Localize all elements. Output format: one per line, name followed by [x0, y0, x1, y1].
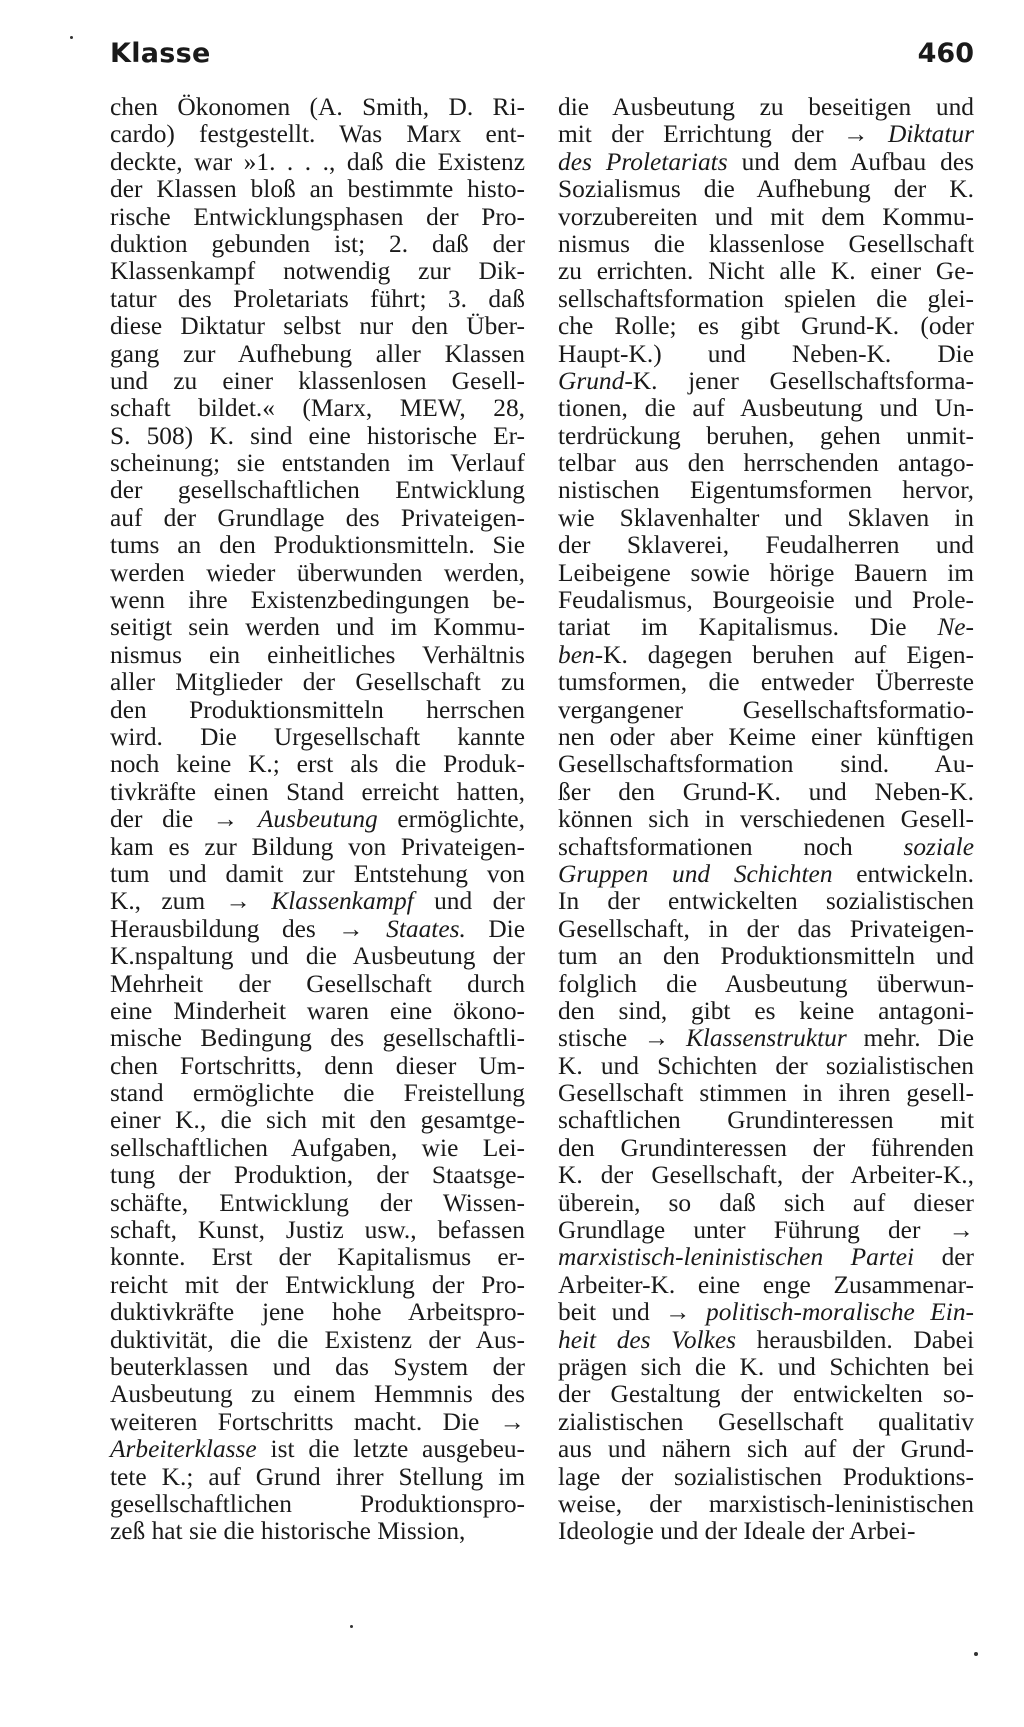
text-line: gesellschaftlichen Produktionspro- [110, 1489, 525, 1518]
text-line: Ausbeutung zu einem Hemmnis des [110, 1380, 525, 1409]
text-line: gang zur Aufhebung aller Klassen [110, 339, 525, 368]
text-line: Gruppen und Schichten entwickeln. [558, 859, 975, 888]
print-speck [350, 1625, 353, 1628]
text-line: folglich die Ausbeutung überwun- [558, 969, 974, 998]
text-line: weiteren Fortschritts macht. Die → [110, 1407, 525, 1436]
text-line: vorzubereiten und mit dem Kommu- [558, 202, 974, 231]
text-line: Leibeigene sowie hörige Bauern im [558, 558, 974, 587]
text-line: mische Bedingung des gesellschaftli- [110, 1024, 525, 1053]
text-line: schaft bildet.« (Marx, MEW, 28, [110, 394, 525, 423]
text-line: duktivkräfte jene hohe Arbeitspro- [110, 1298, 525, 1327]
page-header [110, 38, 974, 78]
print-speck [70, 36, 73, 39]
text-line: wie Sklavenhalter und Sklaven in [558, 503, 974, 532]
text-line: der die → Ausbeutung ermöglichte, [110, 805, 525, 834]
text-line: Gesellschaft, in der das Privateigen- [558, 914, 974, 943]
text-line: schaftsformationen noch soziale [558, 832, 974, 861]
text-line: können sich in verschiedenen Gesell- [558, 805, 974, 834]
text-line: cardo) festgestellt. Was Marx ent- [110, 120, 525, 149]
text-line: beit und → politisch-moralische Ein- [558, 1298, 974, 1327]
text-line: reicht mit der Entwicklung der Pro- [110, 1270, 525, 1299]
text-line: aus und nähern sich auf der Grund- [558, 1435, 974, 1464]
text-line: ßer den Grund-K. und Neben-K. [558, 777, 974, 806]
text-line: den Produktionsmitteln herrschen [110, 695, 525, 724]
text-line: seitigt sein werden und im Kommu- [110, 613, 525, 642]
text-line: chen Ökonomen (A. Smith, D. Ri- [110, 93, 525, 121]
text-line: diese Diktatur selbst nur den Über- [110, 312, 525, 341]
text-line: Grund-K. jener Gesellschaftsforma- [558, 366, 974, 395]
text-line: tariat im Kapitalismus. Die Ne- [558, 613, 974, 642]
entry-title: Klasse [110, 38, 211, 69]
text-line: der Gestaltung der entwickelten so- [558, 1380, 974, 1409]
print-speck [974, 1652, 978, 1656]
text-line: che Rolle; es gibt Grund-K. (oder [558, 312, 974, 341]
text-line: Mehrheit der Gesellschaft durch [110, 969, 525, 998]
text-line: beuterklassen und das System der [110, 1352, 525, 1381]
text-line: nistischen Eigentumsformen hervor, [558, 476, 974, 505]
text-line: aller Mitglieder der Gesellschaft zu [110, 668, 525, 697]
text-line: des Proletariats und dem Aufbau des [558, 147, 974, 176]
text-line: überein, so daß sich auf dieser [558, 1188, 974, 1217]
text-line: Sozialismus die Aufhebung der K. [558, 175, 974, 204]
text-line: Herausbildung des → Staates. Die [110, 914, 525, 943]
text-line: schäfte, Entwicklung der Wissen- [110, 1188, 525, 1217]
text-line: schaft, Kunst, Justiz usw., befassen [110, 1216, 525, 1245]
page-number: 460 [917, 38, 974, 69]
text-line: stand ermöglichte die Freistellung [110, 1079, 525, 1108]
text-line: der Klassen bloß an bestimmte histo- [110, 175, 525, 204]
text-line: scheinung; sie entstanden im Verlauf [110, 449, 525, 478]
text-line: kam es zur Bildung von Privateigen- [110, 832, 525, 861]
text-line: tumsformen, die entweder Überreste [558, 668, 974, 697]
text-line: prägen sich die K. und Schichten bei [558, 1352, 974, 1381]
text-line: Gesellschaftsformation sind. Au- [558, 750, 974, 779]
text-line: der gesellschaftlichen Entwicklung [110, 476, 525, 505]
text-line: werden wieder überwunden werden, [110, 558, 525, 587]
text-line: die Ausbeutung zu beseitigen und [558, 93, 974, 121]
text-line: K.nspaltung und die Ausbeutung der [110, 942, 525, 971]
text-line: nen oder aber Keime einer künftigen [558, 722, 974, 751]
text-line: tum und damit zur Entstehung von [110, 859, 525, 888]
text-line: deckte, war »1. . . ., daß die Existenz [110, 147, 525, 176]
text-line: tung der Produktion, der Staatsge- [110, 1161, 525, 1190]
text-line: terdrückung beruhen, gehen unmit- [558, 421, 974, 450]
text-line: sellschaftsformation spielen die glei- [558, 284, 974, 313]
text-line: rische Entwicklungsphasen der Pro- [110, 202, 525, 231]
text-line: nismus die klassenlose Gesellschaft [558, 229, 974, 258]
text-line: stische → Klassenstruktur mehr. Die [558, 1024, 974, 1053]
text-line: Haupt-K.) und Neben-K. Die [558, 339, 974, 368]
text-line: wird. Die Urgesellschaft kannte [110, 722, 525, 751]
text-line: konnte. Erst der Kapitalismus er- [110, 1243, 525, 1272]
text-line: schaftlichen Grundinteressen mit [558, 1106, 974, 1135]
text-line: nismus ein einheitliches Verhältnis [110, 640, 525, 669]
text-line: den Grundinteressen der führenden [558, 1133, 974, 1162]
right-text-column [558, 94, 974, 1546]
text-line: mit der Errichtung der → Diktatur [558, 120, 974, 149]
text-line: tums an den Produktionsmitteln. Sie [110, 531, 525, 560]
text-line: ben-K. dagegen beruhen auf Eigen- [558, 640, 974, 669]
text-line: noch keine K.; erst als die Produk- [110, 750, 525, 779]
text-line: zeß hat sie die historische Mission, [110, 1517, 466, 1546]
text-line: tivkräfte einen Stand erreicht hatten, [110, 777, 525, 806]
text-line: eine Minderheit waren eine ökono- [110, 996, 525, 1025]
text-line: tionen, die auf Ausbeutung und Un- [558, 394, 974, 423]
text-line: der Sklaverei, Feudalherren und [558, 531, 974, 560]
text-line: Arbeiter-K. eine enge Zusammenar- [558, 1270, 974, 1299]
text-line: den sind, gibt es keine antagoni- [558, 996, 974, 1025]
text-line: einer K., die sich mit den gesamtge- [110, 1106, 525, 1135]
text-line: duktion gebunden ist; 2. daß der [110, 229, 525, 258]
text-line: auf der Grundlage des Privateigen- [110, 503, 525, 532]
text-line: heit des Volkes herausbilden. Dabei [558, 1325, 974, 1354]
text-line: wenn ihre Existenzbedingungen be- [110, 586, 525, 615]
text-line: K. der Gesellschaft, der Arbeiter-K., [558, 1161, 974, 1190]
text-line: telbar aus den herrschenden antago- [558, 449, 974, 478]
text-line: Ideologie und der Ideale der Arbei- [558, 1517, 916, 1546]
text-line: und zu einer klassenlosen Gesell- [110, 366, 525, 395]
text-line: zu errichten. Nicht alle K. einer Ge- [558, 257, 974, 286]
text-line: K. und Schichten der sozialistischen [558, 1051, 974, 1080]
text-line: Arbeiterklasse ist die letzte ausgebeu- [110, 1435, 525, 1464]
text-line: Feudalismus, Bourgeoisie und Prole- [558, 586, 974, 615]
text-line: Klassenkampf notwendig zur Dik- [110, 257, 525, 286]
text-line: weise, der marxistisch-leninistischen [558, 1489, 974, 1518]
text-line: tatur des Proletariats führt; 3. daß [110, 284, 525, 313]
text-line: chen Fortschritts, denn dieser Um- [110, 1051, 525, 1080]
text-line: lage der sozialistischen Produktions- [558, 1462, 974, 1491]
text-line: sellschaftlichen Aufgaben, wie Lei- [110, 1133, 525, 1162]
text-line: marxistisch-leninistischen Partei der [558, 1243, 974, 1272]
text-line: tete K.; auf Grund ihrer Stellung im [110, 1462, 525, 1491]
text-line: Grundlage unter Führung der → [558, 1216, 974, 1245]
text-line: Gesellschaft stimmen in ihren gesell- [558, 1079, 974, 1108]
text-line: In der entwickelten sozialistischen [558, 887, 974, 916]
text-line: vergangener Gesellschaftsformatio- [558, 695, 974, 724]
text-line: duktivität, die die Existenz der Aus- [110, 1325, 525, 1354]
text-line: tum an den Produktionsmitteln und [558, 942, 974, 971]
left-text-column [110, 94, 525, 1546]
text-line: K., zum → Klassenkampf und der [110, 887, 525, 916]
text-line: S. 508) K. sind eine historische Er- [110, 421, 525, 450]
text-line: zialistischen Gesellschaft qualitativ [558, 1407, 974, 1436]
